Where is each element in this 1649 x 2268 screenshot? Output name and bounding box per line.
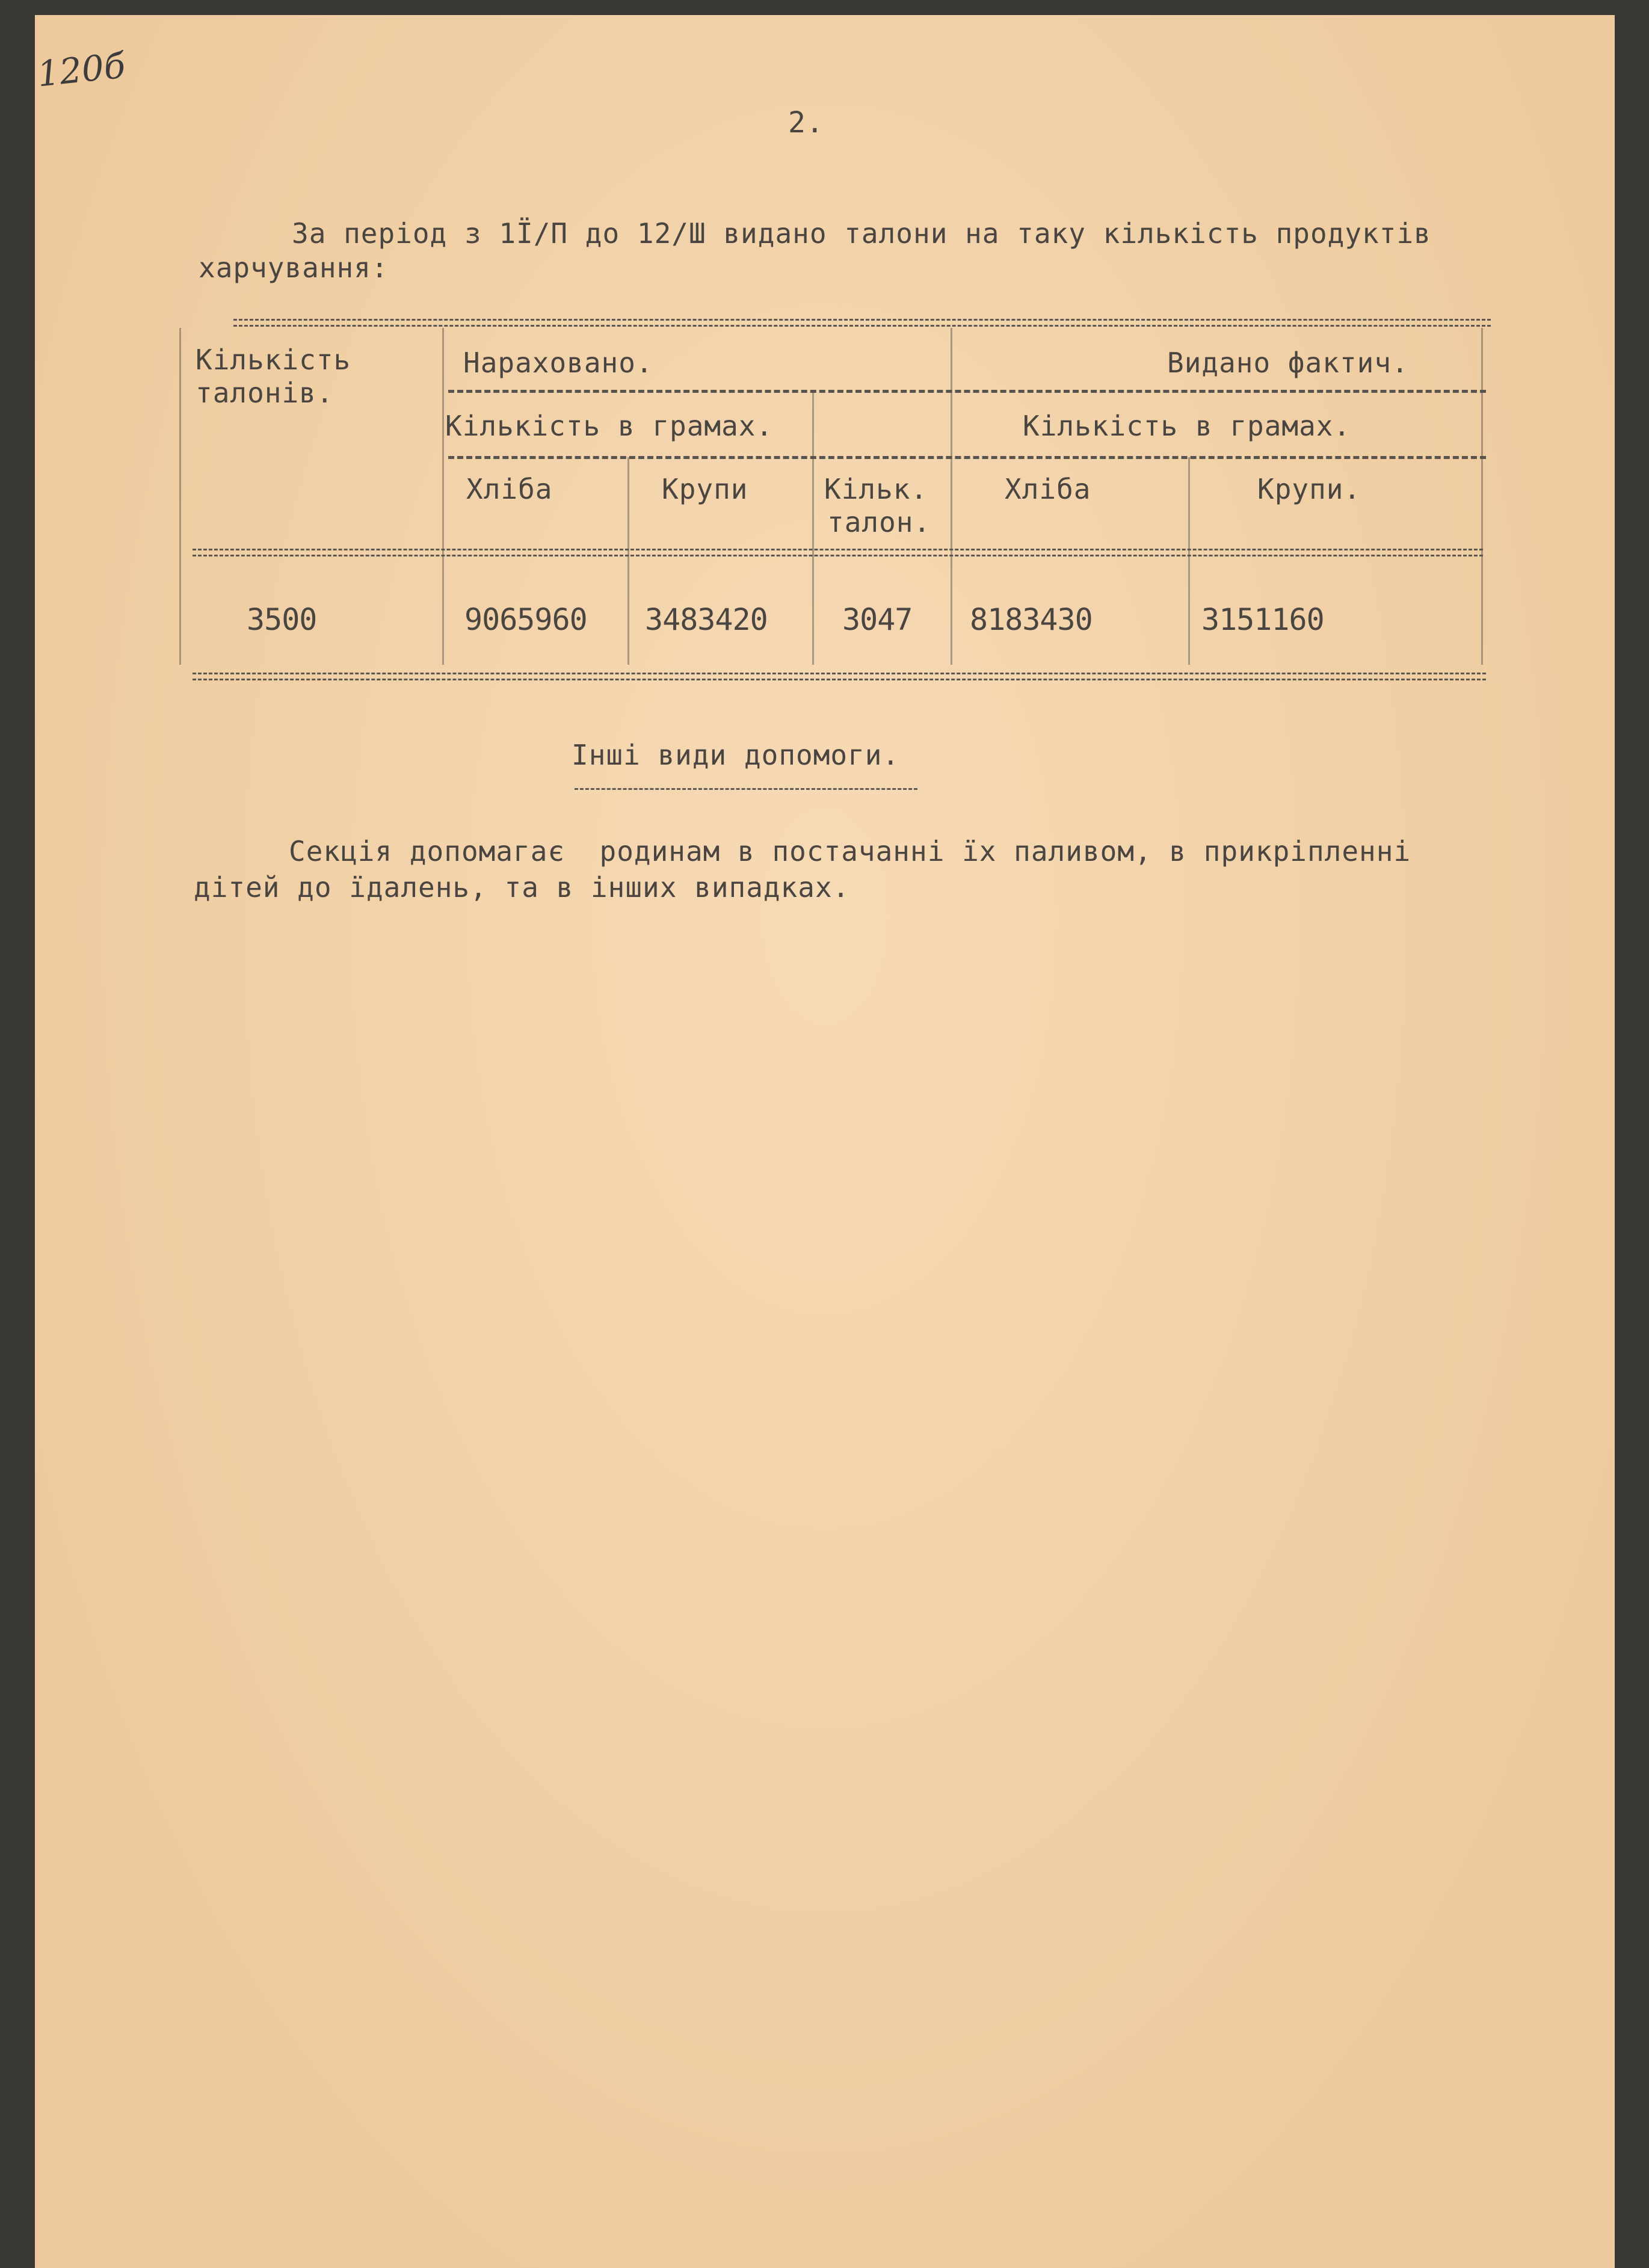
section-heading-underline [575, 788, 917, 790]
table-left-border [179, 328, 181, 665]
intro-text-line-2: харчування: [199, 251, 389, 284]
col-divider-issued [951, 328, 952, 665]
header-rule-1 [448, 390, 1486, 393]
cell-talon-count: 3047 [842, 602, 913, 637]
header-rule-2 [448, 456, 1486, 459]
body-text-line-1: Секція допомагає родинам в постачанні їх паливом, в прикріпленні [289, 835, 1411, 867]
cell-talons: 3500 [247, 602, 317, 637]
section-heading: Інші види допомоги. [572, 739, 900, 771]
header-talons-line-2: талонів. [196, 377, 334, 409]
header-accrued: Нараховано. [463, 347, 653, 379]
col-divider-talons [442, 328, 444, 665]
header-bread-issued: Хліба [1005, 473, 1091, 505]
body-text-line-2: дітей до їдалень, та в інших випадках. [194, 871, 850, 904]
header-groats: Крупи [662, 473, 748, 505]
header-issued: Видано фактич. [1167, 347, 1409, 379]
header-bread: Хліба [466, 473, 553, 505]
header-grams-issued: Кількість в грамах. [1023, 410, 1351, 442]
cell-bread-issued: 8183430 [970, 602, 1093, 637]
header-grams-accrued: Кількість в грамах. [445, 410, 774, 442]
cell-groats-issued: 3151160 [1201, 602, 1324, 637]
archive-mark: 120б [35, 45, 128, 95]
header-talons-line-1: Кількість [196, 344, 351, 376]
header-talon-count-line-2: талон. [827, 506, 931, 538]
page-number: 2. [788, 106, 824, 140]
col-divider-bread [627, 457, 629, 665]
table-right-border [1481, 328, 1483, 665]
table-top-rule [233, 319, 1491, 327]
col-divider-bread-issued [1188, 457, 1190, 665]
header-groats-issued: Крупи. [1257, 473, 1361, 505]
table-bottom-rule [193, 673, 1486, 680]
cell-bread-accrued: 9065960 [464, 602, 587, 637]
intro-text-line-1: За період з 1Ї/П до 12/Ш видано талони на таку кількість продуктів [292, 217, 1431, 250]
header-bottom-rule [193, 549, 1483, 556]
col-divider-talon-count [812, 391, 814, 665]
header-talon-count-line-1: Кільк. [824, 473, 928, 505]
cell-groats-accrued: 3483420 [645, 602, 768, 637]
